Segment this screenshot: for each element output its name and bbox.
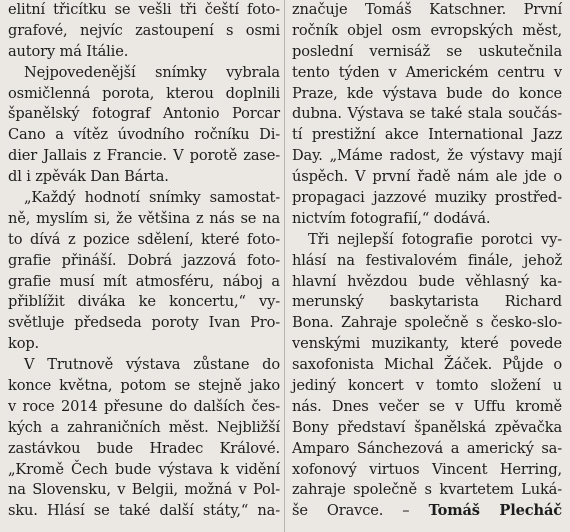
text-line: autory má Itálie.	[8, 42, 129, 60]
text-line: ročník objel osm evropských měst,	[292, 21, 562, 39]
text-line: nás. Dnes večer se v Uffu kromě	[292, 397, 562, 415]
text-line: konce května, potom se stejně jako	[8, 377, 280, 395]
text-line: v roce 2014 přesune do dalších čes-	[8, 397, 280, 415]
article-last-line	[292, 501, 562, 522]
text-line: xofonový virtuos Vincent Herring,	[292, 460, 562, 478]
text-line: kop.	[8, 335, 40, 353]
last-line-text: še Oravce. –	[292, 502, 410, 520]
text-line: hlavní hvězdou bude věhlasný ka-	[292, 272, 562, 290]
text-line: dier Jallais z Francie. V porotě zase-	[8, 147, 280, 165]
text-line: tento týden v Americkém centru v	[292, 63, 562, 81]
column-divider	[284, 0, 285, 532]
text-line: to dívá z pozice sdělení, které foto-	[8, 230, 280, 248]
text-line: „Kromě Čech bude výstava k vidění	[8, 460, 280, 478]
article-column-right	[292, 0, 562, 522]
text-line: značuje Tomáš Katschner. První	[292, 1, 562, 18]
text-line: grafie přináší. Dobrá jazzová foto-	[8, 251, 280, 269]
text-line: úspěch. V první řadě nám ale jde o	[292, 168, 562, 186]
text-line: osmičlenná porota, kterou doplnili	[8, 84, 280, 102]
text-line: zastávkou bude Hradec Králové.	[8, 439, 280, 457]
text-line: Bony představí španělská zpěvačka	[292, 418, 562, 436]
text-line: dl i zpěvák Dan Bárta.	[8, 168, 169, 186]
text-line: hlásí na festivalovém finále, jehož	[292, 251, 562, 269]
text-line: Bona. Zahraje společně s česko-slo-	[292, 314, 562, 332]
text-line: grafové, nejvíc zastoupení s osmi	[8, 21, 280, 39]
text-line: Nejpovedenější snímky vybrala	[24, 63, 280, 81]
text-line: přiblížit diváka ke koncertu,“ vy-	[8, 293, 280, 311]
text-line: dubna. Výstava se také stala součás-	[292, 105, 562, 123]
text-line: Praze, kde výstava bude do konce	[292, 84, 562, 102]
text-line: saxofonista Michal Žáček. Půjde o	[292, 356, 562, 374]
text-line: jediný koncert v tomto složení u	[292, 377, 562, 395]
text-line: Cano a vítěz úvodního ročníku Di-	[8, 126, 280, 144]
text-line: grafie musí mít atmosféru, náboj a	[8, 272, 280, 290]
text-line: zahraje společně s kvartetem Luká-	[292, 481, 562, 499]
text-line: světluje předseda poroty Ivan Pro-	[8, 314, 280, 332]
text-line: V Trutnově výstava zůstane do	[24, 356, 280, 374]
text-line: kých a zahraničních měst. Nejbližší	[8, 418, 280, 436]
text-line: propagaci jazzové muziky prostřed-	[292, 189, 562, 207]
article-column-left	[8, 0, 280, 522]
text-line: sku. Hlásí se také další státy,“ na-	[8, 502, 280, 520]
text-line: venskými muzikanty, které povede	[292, 335, 562, 353]
text-line: poslední vernisáž se uskutečnila	[292, 42, 562, 60]
text-line: na Slovensku, v Belgii, možná v Pol-	[8, 481, 280, 499]
text-line: Tři nejlepší fotografie porotci vy-	[308, 230, 562, 248]
text-line: nictvím fotografií,“ dodává.	[292, 209, 491, 227]
text-line: Day. „Máme radost, že výstavy mají	[292, 147, 562, 165]
text-line: Amparo Sánchezová a americký sa-	[292, 439, 562, 457]
text-line: elitní třicítku se vešli tři čeští foto-	[8, 1, 280, 18]
author-byline: Tomáš Plecháč	[428, 502, 562, 520]
text-line: tí prestižní akce International Jazz	[292, 126, 562, 144]
text-line: „Každý hodnotí snímky samostat-	[24, 189, 280, 207]
text-line: ně, myslím si, že většina z nás se na	[8, 209, 280, 227]
text-line: španělský fotograf Antonio Porcar	[8, 105, 280, 123]
text-line: merunský baskytarista Richard	[292, 293, 562, 311]
